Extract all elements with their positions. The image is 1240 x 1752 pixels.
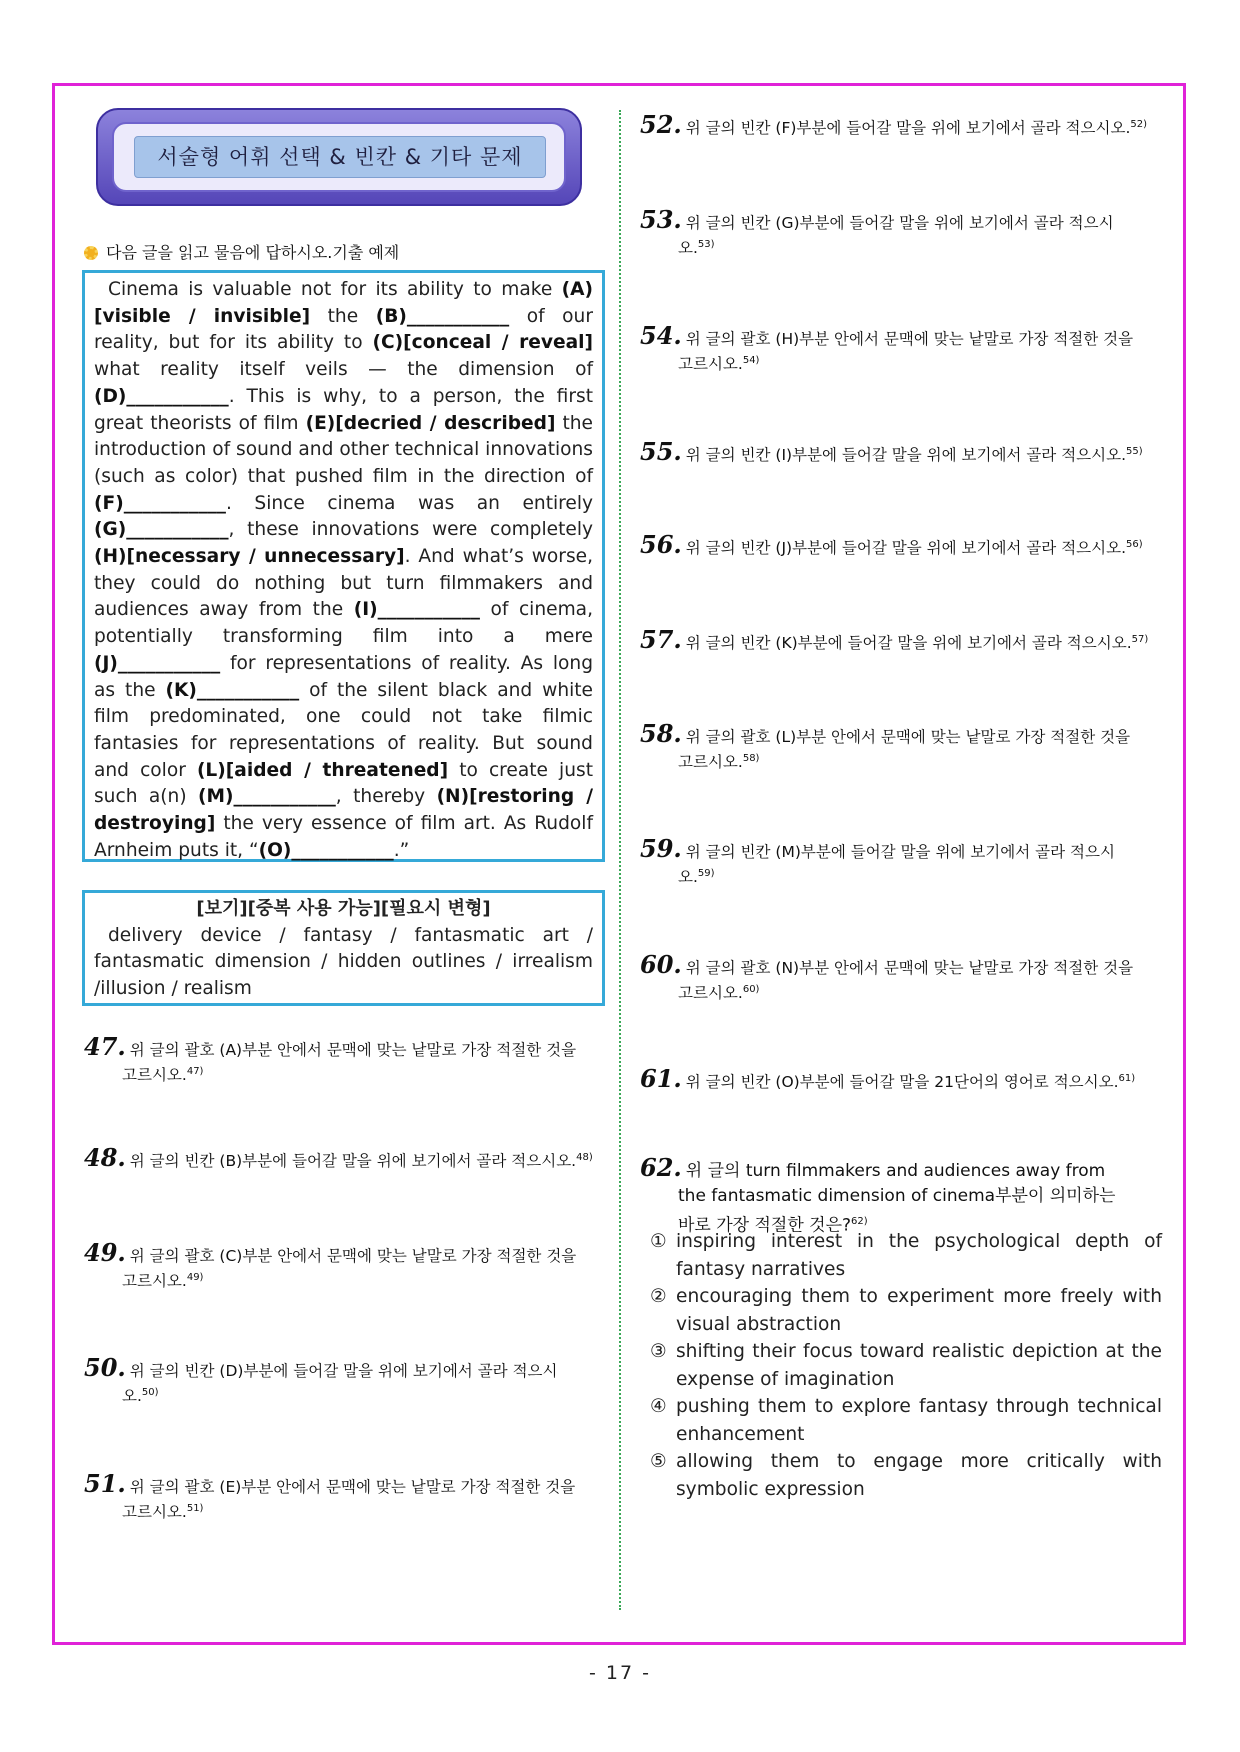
- question-51: [84, 1469, 604, 1523]
- question-text-cont: 고르시오.: [678, 355, 743, 374]
- question-59: [640, 834, 1162, 888]
- footnote-ref: 57): [1131, 634, 1149, 645]
- option-text: allowing them to engage more critically with symbolic expression: [676, 1451, 1162, 1500]
- question-47: [84, 1032, 604, 1086]
- blank-c: (C)[conceal / reveal]: [372, 332, 593, 354]
- footnote-ref: 60): [742, 984, 760, 995]
- question-49: [84, 1238, 604, 1292]
- question-48: [84, 1143, 604, 1173]
- question-text-cont: the fantasmatic dimension of cinema부분이 의미하는: [678, 1186, 1116, 1206]
- question-number: 60.: [640, 950, 682, 979]
- passage-text: of our reality, but for its ability to: [94, 305, 593, 354]
- question-number: 57.: [640, 625, 682, 655]
- question-text: 위 글의 빈칸 (J)부분에 들어갈 말을 위에 보기에서 골라 적으시오.: [685, 539, 1127, 558]
- blank-f: (F)___________: [94, 492, 226, 514]
- question-text-cont: 고르시오.: [122, 1272, 187, 1291]
- blank-j: (J)___________: [94, 652, 221, 674]
- option-text: pushing them to explore fantasy through technical enhancement: [676, 1396, 1162, 1445]
- question-55: [640, 437, 1162, 467]
- footnote-ref: 58): [742, 753, 760, 764]
- word-bank-list: delivery device / fantasy / fantasmatic art / fantasmatic dimension / hidden outlines / irrealism /illusion / realism: [94, 924, 593, 999]
- blank-h: (H)[necessary / unnecessary]: [94, 546, 405, 568]
- blank-n: (N)[restoring / destroying]: [94, 786, 593, 835]
- footnote-ref: 47): [186, 1066, 204, 1077]
- title-banner-inner: [112, 122, 566, 192]
- answer-option-2[interactable]: [650, 1283, 1162, 1338]
- question-text: 위 글의 빈칸 (D)부분에 들어갈 말을 위에 보기에서 골라 적으시: [129, 1362, 558, 1380]
- reading-passage: [82, 270, 605, 862]
- footnote-ref: 54): [742, 355, 760, 366]
- blank-k: (K)___________: [165, 679, 300, 701]
- passage-text: for representations of reality. As long as the: [94, 652, 593, 701]
- passage-text: of the silent black and white film predominated, one could not take filmic fantasies for representations of reality. But sound and color: [94, 679, 593, 781]
- question-text-cont: 고르시오.: [122, 1503, 187, 1522]
- question-50: [84, 1353, 604, 1407]
- question-number: 59.: [640, 834, 682, 863]
- question-text-cont: 오.: [122, 1387, 142, 1406]
- blank-e: (E)[decried / described]: [305, 412, 556, 434]
- question-text: 위 글의 빈칸 (G)부분에 들어갈 말을 위에 보기에서 골라 적으시: [685, 214, 1114, 232]
- answer-option-4[interactable]: [650, 1393, 1162, 1448]
- option-marker: ⑤: [650, 1451, 667, 1472]
- question-number: 51.: [84, 1469, 126, 1498]
- footnote-ref: 59): [697, 868, 715, 879]
- blank-d: (D)___________: [94, 385, 229, 407]
- option-marker: ①: [650, 1231, 667, 1252]
- question-58: [640, 719, 1162, 773]
- question-text: 위 글의 괄호 (E)부분 안에서 문맥에 맞는 낱말로 가장 적절한 것을: [129, 1478, 576, 1496]
- answer-option-3[interactable]: [650, 1338, 1162, 1393]
- footnote-ref: 48): [576, 1152, 593, 1163]
- passage-text: , these innovations were completely: [228, 519, 593, 541]
- passage-text: the very essence of film art. As Rudolf Arnheim puts it, “: [94, 813, 593, 861]
- blank-g: (G)___________: [94, 519, 229, 541]
- passage-text: . And what’s worse, they could do nothing but turn filmmakers and audiences away from the: [94, 546, 593, 621]
- footnote-ref: 61): [1118, 1073, 1136, 1084]
- passage-text: to create just such a(n): [94, 759, 593, 808]
- passage-text: . This is why, to a person, the first great theorists of film: [94, 385, 593, 434]
- answer-option-1[interactable]: [650, 1228, 1162, 1283]
- footnote-ref: 56): [1126, 539, 1143, 550]
- answer-options: [650, 1228, 1162, 1503]
- question-text: 위 글의 괄호 (A)부분 안에서 문맥에 맞는 낱말로 가장 적절한 것을: [129, 1041, 577, 1059]
- page-number: - 17 -: [589, 1662, 651, 1684]
- question-text: 위 글의 빈칸 (F)부분에 들어갈 말을 위에 보기에서 골라 적으시오.: [685, 119, 1131, 138]
- question-number: 58.: [640, 719, 682, 748]
- column-divider: [619, 110, 621, 1610]
- footnote-ref: 49): [186, 1272, 204, 1283]
- passage-text: the introduction of sound and other technical innovations (such as color) that pushed film in the direction of: [94, 412, 593, 487]
- question-60: [640, 950, 1162, 1004]
- footnote-ref: 52): [1130, 119, 1148, 130]
- footnote-ref: 53): [697, 239, 715, 250]
- question-number: 48.: [84, 1143, 126, 1173]
- question-number: 62.: [640, 1153, 682, 1182]
- passage-text: the: [310, 305, 376, 327]
- footnote-ref: 50): [141, 1387, 159, 1398]
- word-bank-box: [82, 890, 605, 1006]
- question-text: 위 글의 빈칸 (K)부분에 들어갈 말을 위에 보기에서 골라 적으시오.: [685, 634, 1132, 653]
- question-text-cont: 고르시오.: [678, 753, 743, 772]
- blank-i: (I)___________: [353, 599, 480, 621]
- question-text: 위 글의 빈칸 (B)부분에 들어갈 말을 위에 보기에서 골라 적으시오.: [129, 1152, 577, 1171]
- blank-l: (L)[aided / threatened]: [196, 759, 449, 781]
- flower-icon: [84, 246, 98, 260]
- option-text: shifting their focus toward realistic depiction at the expense of imagination: [676, 1341, 1162, 1390]
- question-54: [640, 321, 1162, 375]
- footnote-ref: 51): [186, 1503, 204, 1514]
- option-text: encouraging them to experiment more freely with visual abstraction: [676, 1286, 1162, 1335]
- question-text: 위 글의 빈칸 (O)부분에 들어갈 말을 21단어의 영어로 적으시오.: [685, 1073, 1119, 1092]
- question-text: 위 글의 괄호 (L)부분 안에서 문맥에 맞는 낱말로 가장 적절한 것을: [685, 728, 1131, 746]
- blank-a: (A)[visible / invisible]: [94, 279, 593, 327]
- question-number: 47.: [84, 1032, 126, 1061]
- option-marker: ②: [650, 1286, 667, 1307]
- question-61: [640, 1064, 1162, 1094]
- question-text-cont: 고르시오.: [122, 1066, 187, 1085]
- passage-text: . Since cinema was an entirely: [225, 492, 593, 514]
- question-number: 54.: [640, 321, 682, 350]
- question-text: 위 글의 괄호 (H)부분 안에서 문맥에 맞는 낱말로 가장 적절한 것을: [685, 330, 1134, 348]
- question-number: 49.: [84, 1238, 126, 1267]
- question-57: [640, 625, 1162, 655]
- question-number: 52.: [640, 110, 682, 140]
- question-text-cont: 바로 가장 적절한 것은?: [678, 1215, 852, 1236]
- footnote-ref: 55): [1126, 446, 1143, 457]
- question-number: 56.: [640, 530, 682, 560]
- option-marker: ③: [650, 1341, 667, 1362]
- question-number: 53.: [640, 205, 682, 234]
- blank-b: (B)___________: [375, 305, 510, 327]
- answer-option-5[interactable]: [650, 1448, 1162, 1503]
- question-56: [640, 530, 1162, 560]
- title-banner: [96, 108, 582, 206]
- passage-text: what reality itself veils — the dimension of: [94, 359, 593, 381]
- question-62: [640, 1155, 1162, 1239]
- question-53: [640, 205, 1162, 259]
- question-text-cont: 고르시오.: [678, 984, 743, 1003]
- question-text: 위 글의 turn filmmakers and audiences away from: [685, 1161, 1106, 1181]
- question-text: 위 글의 괄호 (C)부분 안에서 문맥에 맞는 낱말로 가장 적절한 것을: [129, 1247, 577, 1265]
- question-text-cont: 오.: [678, 239, 698, 258]
- passage-text: of cinema, potentially transforming film into a mere: [94, 599, 593, 648]
- question-number: 55.: [640, 437, 682, 467]
- question-text: 위 글의 빈칸 (I)부분에 들어갈 말을 위에 보기에서 골라 적으시오.: [685, 446, 1127, 465]
- question-number: 61.: [640, 1064, 682, 1094]
- instruction: [84, 240, 399, 263]
- option-text: inspiring interest in the psychological depth of fantasy narratives: [676, 1231, 1162, 1280]
- option-marker: ④: [650, 1396, 667, 1417]
- question-text-cont: 오.: [678, 868, 698, 887]
- passage-text: , thereby: [335, 786, 437, 808]
- question-number: 50.: [84, 1353, 126, 1382]
- passage-text: .”: [393, 839, 410, 861]
- instruction-text: 다음 글을 읽고 물음에 답하시오.기출 예제: [106, 243, 400, 262]
- question-text: 위 글의 빈칸 (M)부분에 들어갈 말을 위에 보기에서 골라 적으시: [685, 843, 1115, 861]
- blank-m: (M)___________: [198, 786, 336, 808]
- passage-text: Cinema is valuable not for its ability to make: [108, 279, 562, 300]
- section-title: 서술형 어휘 선택 & 빈칸 & 기타 문제: [134, 136, 546, 178]
- footnote-ref: 62): [851, 1216, 868, 1227]
- blank-o: (O)___________: [258, 839, 394, 861]
- question-text: 위 글의 괄호 (N)부분 안에서 문맥에 맞는 낱말로 가장 적절한 것을: [685, 959, 1134, 977]
- question-52: [640, 110, 1162, 140]
- word-bank-title: [보기][중복 사용 가능][필요시 변형]: [196, 898, 491, 919]
